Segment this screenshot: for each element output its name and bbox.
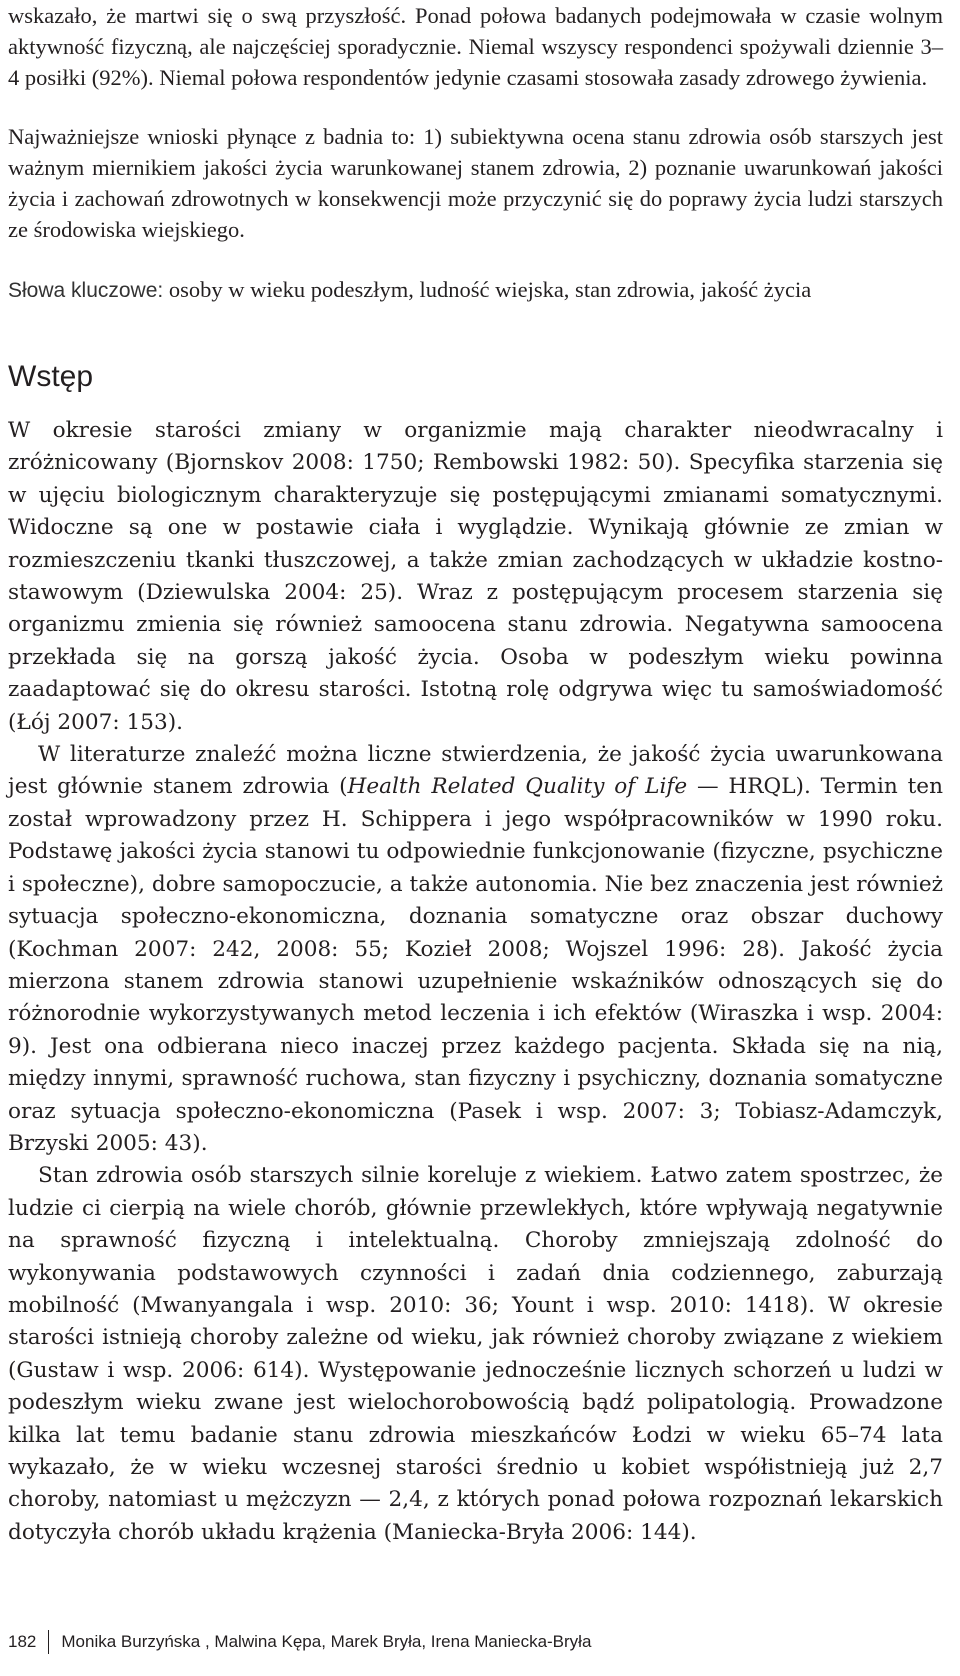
body-text: — HRQL). Termin ten został wprowadzony przez H. Schippera i jego współpracowników w 1990 roku. Podstawę jakości życia stanowi tu odpowiednie funkcjonowanie (fizyczne, psychiczne i społeczne), dobre samopoczucie, a także autonomia. Nie bez znaczenia jest również sytuacja społeczno-ekonomiczna, doznania somatyczne oraz obszar duchowy (Kochman 2007: 242, 2008: 55; Kozieł 2008; Wojszel 1996: 28). Jakość życia mierzona stanem zdrowia stanowi uzupełnienie wskaźników odnoszących się do różnorodnie wykorzystywanych metod leczenia i ich efektów (Wiraszka i wsp. 2004: 9). Jest ona odbierana nieco inaczej przez każdego pacjenta. Składa się na nią, między innymi, sprawność ruchowa, stan fizyczny i psychiczny, doznania somatyczne oraz sytuacja społeczno-ekonomiczna (Pasek i wsp. 2007: 3; Tobiasz-Adamczyk, Brzyski 2005: 43). [8,774,943,1156]
abstract-conclusions-paragraph: Najważniejsze wnioski płynące z badnia to: 1) subiektywna ocena stanu zdrowia osób starszych jest ważnym miernikiem jakości życia warunkowanej stanem zdrowia, 2) poznanie uwarunkowań jakości życia i zachowań zdrowotnych w konsekwencji może przyczynić się do poprawy życia ludzi starszych ze środowiska wiejskiego. [8,124,943,242]
abstract-paragraph: wskazało, że martwi się o swą przyszłość. Ponad połowa badanych podejmowała w czasie wolnym aktywność fizyczną, ale najczęściej sporadycznie. Niemal wszyscy respondenci spożywali dziennie 3–4 posiłki (92%). Niemal połowa respondentów jedynie czasami stosowała zasady zdrowego żywienia. [8,3,943,90]
keywords-text: osoby w wieku podeszłym, ludność wiejska, stan zdrowia, jakość życia [163,277,812,302]
page-footer [8,1630,591,1654]
body-paragraph: W okresie starości zmiany w organizmie mają charakter nieodwracalny i zróżnicowany (Bjornskov 2008: 1750; Rembowski 1982: 50). Specyfika starzenia się w ujęciu biologicznym charakteryzuje się postępującymi zmianami somatycznymi. Widoczne są one w postawie ciała i wyglądzie. Wynikają głównie ze zmian w rozmieszczeniu tkanki tłuszczowej, a także zmian zachodzących w układzie kostno-stawowym (Dziewulska 2004: 25). Wraz z postępującym procesem starzenia się organizmu zmienia się również samoocena stanu zdrowia. Negatywna samoocena przekłada się na gorszą jakość życia. Osoba w podeszłym wieku powinna zaadaptować się do okresu starości. Istotną rolę odgrywa więc tu samoświadomość (Łój 2007: 153). [8,418,943,735]
italic-term: Health Related Quality of Life [347,774,688,800]
section-heading: Wstęp [8,360,94,393]
footer-separator [48,1630,49,1654]
body-text: W literaturze znaleźć można liczne stwierdzenia, że jakość życia uwarunkowana jest głównie stanem zdrowia ( [8,742,943,800]
footer-authors: Monika Burzyńska , Malwina Kępa, Marek Bryła, Irena Maniecka-Bryła [61,1632,592,1651]
page-number: 182 [8,1632,37,1651]
keywords-line [8,274,943,306]
keywords-label: Słowa kluczowe: [8,279,164,302]
section-body [8,415,943,1549]
body-paragraph [8,739,943,1160]
body-paragraph: Stan zdrowia osób starszych silnie koreluje z wiekiem. Łatwo zatem spostrzec, że ludzie ci cierpią na wiele chorób, głównie przewlekłych, które wpływają negatywnie na sprawność fizyczną i intelektualną. Choroby zmniejszają zdolność do wykonywania podstawowych czynności i zadań dnia codziennego, zaburzają mobilność (Mwanyangala i wsp. 2010: 36; Yount i wsp. 2010: 1418). W okresie starości istnieją choroby zależne od wieku, jak również choroby związane z wiekiem (Gustaw i wsp. 2006: 614). Występowanie jednocześnie licznych schorzeń u ludzi w podeszłym wieku zwane jest wielochorobowością bądź polipatologią. Prowadzone kilka lat temu badanie stanu zdrowia mieszkańców Łodzi w wieku 65–74 lata wykazało, że w wieku wczesnej starości średnio u kobiet współistnieją już 2,7 choroby, natomiast u mężczyzn — 2,4, z których ponad połowa rozpoznań lekarskich dotyczyła chorób układu krążenia (Maniecka-Bryła 2006: 144). [8,1163,943,1545]
